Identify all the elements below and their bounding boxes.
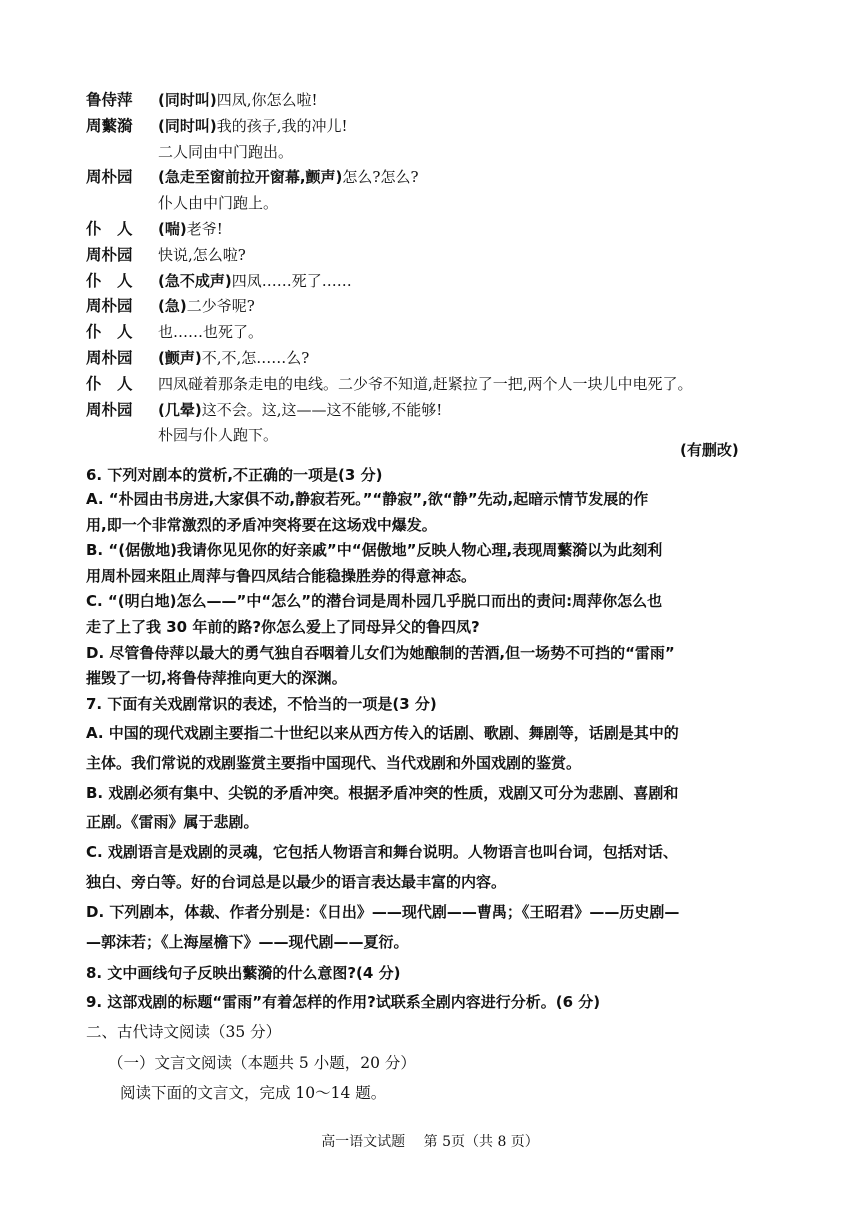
option-line: 独白、旁白等。好的台词总是以最少的语言表达最丰富的内容。	[86, 873, 507, 891]
dialogue-text	[158, 400, 442, 420]
speaker-name: 周朴园	[86, 297, 133, 316]
option-line: D. 尽管鲁侍萍以最大的勇气独自吞咽着儿女们为她酿制的苦酒,但一场势不可挡的“雷雨”	[86, 643, 675, 662]
dialogue-text	[158, 167, 419, 187]
acting-direction: (同时叫)	[158, 116, 217, 135]
line-text: 也……也死了。	[158, 323, 264, 342]
acting-direction: (几晕)	[158, 400, 202, 419]
line-text: 老爷!	[186, 220, 223, 238]
speaker-name: 仆 人	[86, 374, 133, 393]
speaker-name: 周朴园	[86, 245, 133, 264]
option-line: D. 下列剧本，体裁、作者分别是：《日出》——现代剧——曹禺；《王昭君》——历史剧—	[86, 902, 680, 921]
speaker-name: 周朴园	[86, 349, 133, 367]
option-line: C. “(明白地)怎么——”中“怎么”的潜台词是周朴园几乎脱口而出的责问:周萍你怎么也	[86, 592, 663, 611]
option-line: 正剧。《雷雨》属于悲剧。	[86, 813, 259, 832]
line-text: 朴园与仆人跑下。	[158, 426, 279, 445]
option-line: C. 戏剧语言是戏剧的灵魂，它包括人物语言和舞台说明。人物语言也叫台词，包括对话、	[86, 843, 678, 862]
option-line: A. 中国的现代戏剧主要指二十世纪以来从西方传入的话剧、歌剧、舞剧等，话剧是其中的	[86, 724, 679, 742]
line-text: 不,不,怎……么?	[201, 349, 310, 367]
question-9: 9. 这部戏剧的标题“雷雨”有着怎样的作用?试联系全剧内容进行分析。(6 分)	[86, 993, 601, 1011]
dialogue-text	[158, 271, 352, 291]
abridged-note: (有删改)	[680, 441, 739, 459]
option-line: 用,即一个非常激烈的矛盾冲突将要在这场戏中爆发。	[86, 515, 437, 534]
question-7-stem: 7. 下面有关戏剧常识的表述，不恰当的一项是(3 分)	[86, 695, 437, 713]
line-text: 这不会。这,这——这不能够,不能够!	[201, 400, 443, 419]
option-line: 用周朴园来阻止周萍与鲁四凤结合能稳操胜券的得意神态。	[86, 566, 477, 585]
line-text: 四凤,你怎么啦!	[216, 91, 318, 109]
acting-direction: (颤声)	[158, 349, 202, 367]
speaker-name: 鲁侍萍	[86, 91, 133, 109]
question-8: 8. 文中画线句子反映出蘩漪的什么意图?(4 分)	[86, 964, 401, 982]
option-line: 主体。我们常说的戏剧鉴赏主要指中国现代、当代戏剧和外国戏剧的鉴赏。	[86, 753, 582, 772]
line-text: 四凤碰着那条走电的电线。二少爷不知道,赶紧拉了一把,两个人一块儿中电死了。	[158, 374, 693, 393]
line-text: 我的孩子,我的冲儿!	[216, 116, 348, 135]
dialogue-text	[158, 348, 309, 368]
line-text: 快说,怎么啦?	[158, 245, 246, 264]
dialogue-text	[158, 374, 693, 394]
acting-direction: (同时叫)	[158, 91, 217, 109]
question-6-stem: 6. 下列对剧本的赏析,不正确的一项是(3 分)	[86, 466, 383, 484]
line-text: 怎么?怎么?	[342, 168, 419, 187]
option-line: A. “朴园由书房进,大家俱不动,静寂若死。”“静寂”,欲“静”先动,起暗示情节发展的作	[86, 490, 649, 508]
dialogue-text	[158, 90, 318, 110]
option-line: B. “(倨傲地)我请你见见你的好亲戚”中“倨傲地”反映人物心理,表现周蘩漪以为此刻利	[86, 541, 663, 560]
dialogue-text	[158, 219, 223, 239]
subsection-classical-chinese: （一）文言文阅读（本题共 5 小题，20 分）	[108, 1054, 416, 1072]
line-text: 四凤……死了……	[231, 271, 352, 290]
acting-direction: (急不成声)	[158, 271, 232, 290]
dialogue-text	[158, 116, 348, 136]
option-line: 走了上了我 30 年前的路?你怎么爱上了同母异父的鲁四凤?	[86, 618, 480, 636]
section-2-heading: 二、古代诗文阅读（35 分）	[86, 1023, 282, 1041]
stage-direction	[158, 142, 293, 162]
speaker-name: 仆 人	[86, 220, 133, 238]
acting-direction: (急走至窗前拉开窗幕,颤声)	[158, 168, 343, 187]
acting-direction: (喘)	[158, 220, 187, 238]
dialogue-text	[158, 245, 246, 265]
option-line: B. 戏剧必须有集中、尖锐的矛盾冲突。根据矛盾冲突的性质，戏剧又可分为悲剧、喜剧和	[86, 783, 679, 802]
speaker-name: 仆 人	[86, 323, 133, 342]
line-text: 二人同由中门跑出。	[158, 142, 294, 161]
line-text: 仆人由中门跑上。	[158, 194, 279, 213]
stage-direction	[158, 425, 278, 445]
option-line: —郭沫若；《上海屋檐下》——现代剧——夏衍。	[86, 932, 409, 951]
speaker-name: 周朴园	[86, 400, 133, 419]
page-footer: 高一语文试题 第 5页（共 8 页）	[321, 1134, 539, 1150]
speaker-name: 周朴园	[86, 168, 133, 187]
dialogue-text	[158, 296, 255, 316]
reading-instruction: 阅读下面的文言文，完成 10～14 题。	[120, 1084, 387, 1102]
speaker-name: 周蘩漪	[86, 116, 133, 135]
line-text: 二少爷呢?	[186, 297, 255, 316]
acting-direction: (急)	[158, 297, 187, 316]
speaker-name: 仆 人	[86, 271, 133, 290]
stage-direction	[158, 193, 278, 213]
dialogue-text	[158, 322, 263, 342]
option-line: 摧毁了一切,将鲁侍萍推向更大的深渊。	[86, 669, 347, 688]
